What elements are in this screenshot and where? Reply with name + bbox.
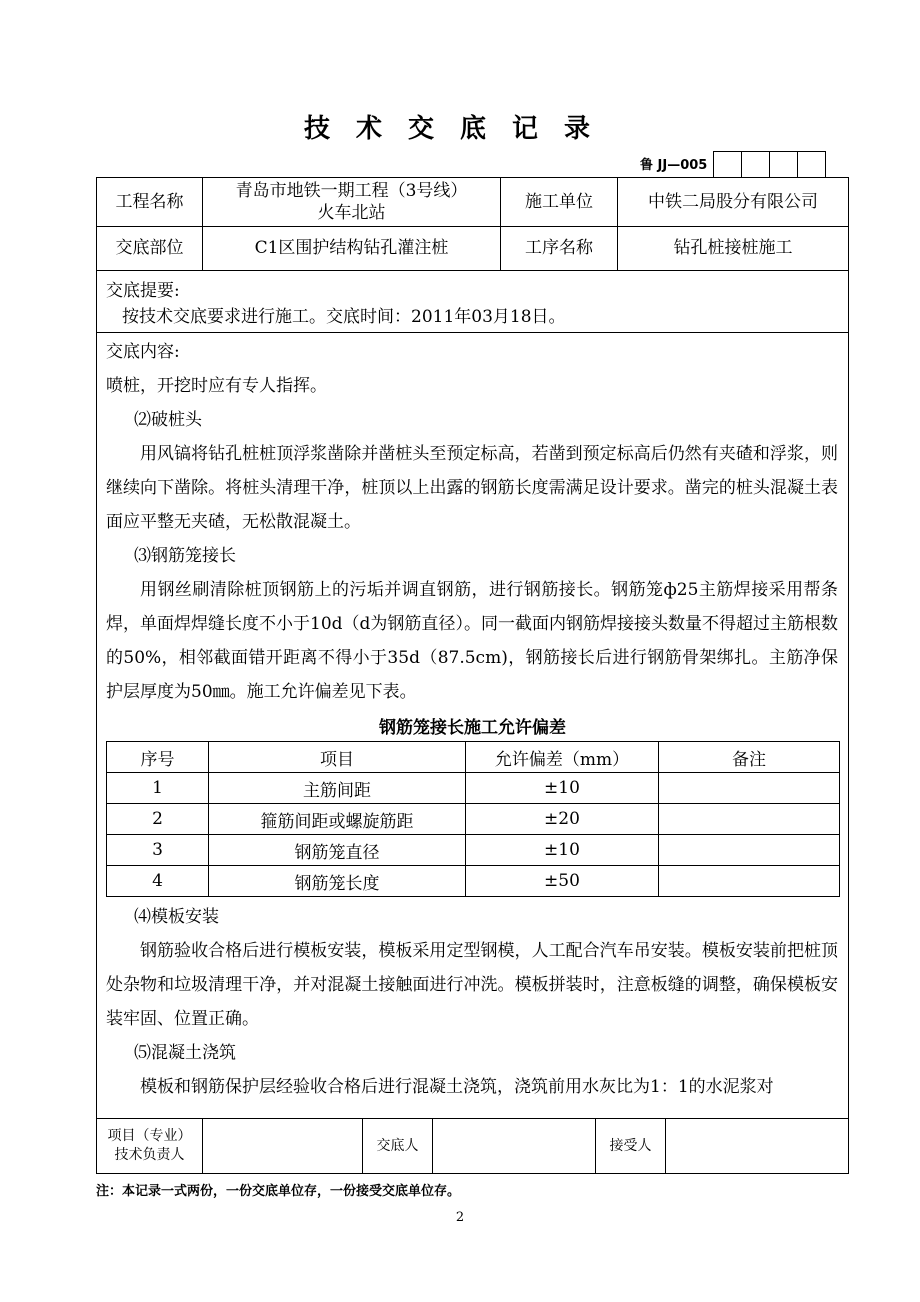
table-cell: 2 (107, 804, 209, 835)
table-cell (659, 773, 840, 804)
project-label: 工程名称 (97, 178, 203, 226)
summary-label: 交底提要: (106, 281, 180, 301)
table-cell (659, 835, 840, 866)
table-cell (659, 804, 840, 835)
project-line-1: 青岛市地铁一期工程（3号线） (235, 181, 468, 201)
footnote: 注：本记录一式两份，一份交底单位存，一份接受交底单位存。 (96, 1184, 461, 1199)
table-header: 备注 (659, 742, 840, 773)
deviation-table (106, 741, 840, 897)
content-section (97, 333, 848, 1119)
table-cell: 1 (107, 773, 209, 804)
form-code: 鲁 JJ—005 (640, 157, 708, 173)
content-label: 交底内容: (106, 342, 180, 362)
tech-lead-signature-field[interactable] (203, 1118, 363, 1174)
table-cell: ±10 (466, 835, 659, 866)
code-box (798, 152, 825, 178)
signature-row (97, 1118, 848, 1174)
table-row (107, 773, 840, 804)
form-code-boxes (713, 151, 826, 178)
section-heading: ⑵破桩头 (134, 410, 202, 430)
table-header: 允许偏差（mm） (466, 742, 659, 773)
table-cell: ±20 (466, 804, 659, 835)
tech-lead-label-line-1: 项目（专业） (107, 1128, 192, 1144)
record-form (96, 177, 849, 1174)
form-code-row (640, 149, 826, 177)
table-cell: 4 (107, 866, 209, 897)
tech-lead-label (97, 1118, 203, 1174)
header-row-part (97, 226, 848, 271)
project-line-2: 火车北站 (317, 203, 386, 223)
table-cell: ±50 (466, 866, 659, 897)
page-number: 2 (455, 1210, 465, 1225)
content-paragraph: 用风镐将钻孔桩桩顶浮浆凿除并凿桩头至预定标高，若凿到预定标高后仍然有夹碴和浮浆，则继续向下凿除。将桩头清理干净，桩顶以上出露的钢筋长度需满足设计要求。凿完的桩头混凝土表面应平整无夹碴，无松散混凝土。 (106, 444, 838, 532)
receiver-label: 接受人 (596, 1118, 666, 1174)
table-cell (659, 866, 840, 897)
code-box (770, 152, 798, 178)
unit-label: 施工单位 (501, 178, 618, 226)
part-label: 交底部位 (97, 226, 203, 270)
table-row (107, 866, 840, 897)
tech-lead-label-line-2: 技术负责人 (114, 1147, 185, 1163)
code-box (714, 152, 742, 178)
content-paragraph: 喷桩，开挖时应有专人指挥。 (106, 376, 327, 396)
table-header: 序号 (107, 742, 209, 773)
table-row (107, 804, 840, 835)
table-title: 钢筋笼接长施工允许偏差 (379, 718, 566, 738)
giver-label: 交底人 (363, 1118, 433, 1174)
table-cell: 钢筋笼直径 (209, 835, 466, 866)
code-box (742, 152, 770, 178)
content-paragraph: 模板和钢筋保护层经验收合格后进行混凝土浇筑，浇筑前用水灰比为1：1的水泥浆对 (140, 1077, 774, 1097)
process-value: 钻孔桩接桩施工 (673, 238, 793, 258)
summary-section (97, 270, 848, 333)
content-paragraph: 钢筋验收合格后进行模板安装，模板采用定型钢模，人工配合汽车吊安装。模板安装前把桩顶处杂物和垃圾清理干净，并对混凝土接触面进行冲洗。模板拼装时，注意板缝的调整，确保模板安装牢固、位置正确。 (106, 941, 838, 1029)
table-cell: 3 (107, 835, 209, 866)
receiver-signature-field[interactable] (666, 1118, 848, 1174)
table-cell: 箍筋间距或螺旋筋距 (209, 804, 466, 835)
table-cell: 钢筋笼长度 (209, 866, 466, 897)
section-heading: ⑸混凝土浇筑 (134, 1043, 236, 1063)
table-row (107, 835, 840, 866)
project-value (203, 178, 501, 226)
part-value: C1区围护结构钻孔灌注桩 (203, 226, 501, 270)
content-paragraph: 用钢丝刷清除桩顶钢筋上的污垢并调直钢筋，进行钢筋接长。钢筋笼ф25主筋焊接采用帮条焊，单面焊焊缝长度不小于10d（d为钢筋直径）。同一截面内钢筋焊接接头数量不得超过主筋根数的50%，相邻截面错开距离不得小于35d（87.5cm)，钢筋接长后进行钢筋骨架绑扎。主筋净保护层厚度为50㎜。施工允许偏差见下表。 (106, 580, 838, 702)
unit-value: 中铁二局股分有限公司 (648, 192, 818, 212)
table-header-row (107, 742, 840, 773)
section-heading: ⑶钢筋笼接长 (134, 546, 236, 566)
table-header: 项目 (209, 742, 466, 773)
document-title: 技术交底记录 (303, 114, 616, 144)
giver-signature-field[interactable] (433, 1118, 596, 1174)
table-cell: 主筋间距 (209, 773, 466, 804)
section-heading: ⑷模板安装 (134, 907, 219, 927)
table-cell: ±10 (466, 773, 659, 804)
summary-text: 按技术交底要求进行施工。交底时间：2011年03月18日。 (122, 307, 566, 327)
header-row-project (97, 178, 848, 227)
process-label: 工序名称 (501, 226, 618, 270)
